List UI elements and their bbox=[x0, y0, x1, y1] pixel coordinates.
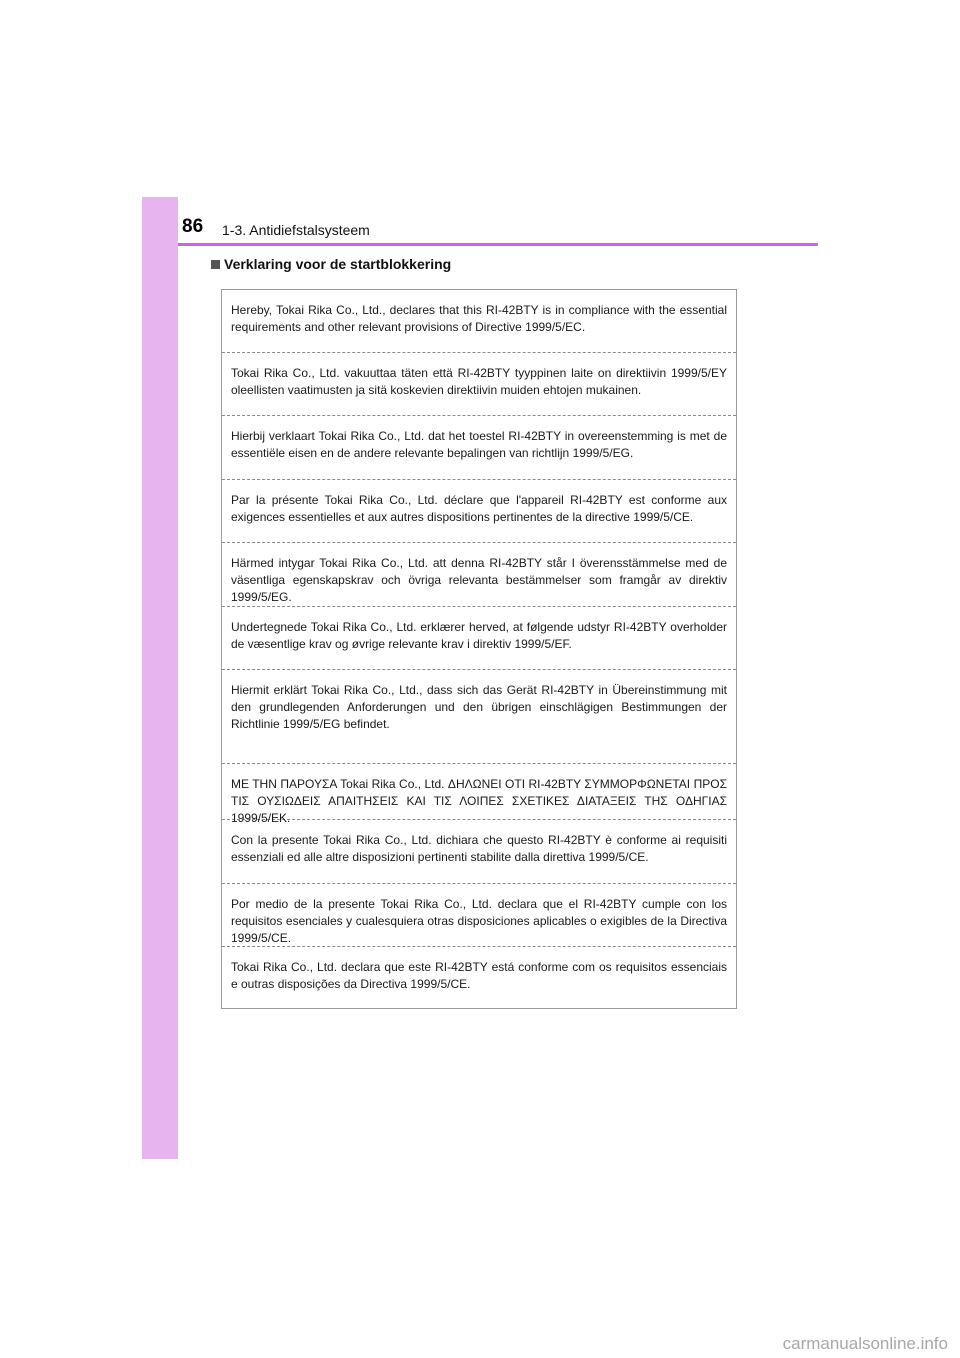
declaration-row-greek bbox=[222, 764, 736, 825]
declaration-heading bbox=[211, 256, 451, 272]
declaration-text: Tokai Rika Co., Ltd. vakuuttaa täten että RI-42BTY tyyppinen laite on direktiivin 1999/5/EY oleellisten vaatimusten ja sitä koskevien direktiivin muiden ehtojen mukainen. bbox=[231, 366, 727, 397]
square-bullet-icon bbox=[211, 260, 220, 269]
declaration-row-portuguese bbox=[222, 947, 736, 1008]
declaration-text: Par la présente Tokai Rika Co., Ltd. déclare que l'appareil RI-42BTY est conforme aux exigences essentielles et aux autres dispositions pertinentes de la directive 1999/5/CE. bbox=[231, 493, 727, 524]
chapter-side-band bbox=[142, 197, 178, 1159]
declaration-row-italian bbox=[222, 820, 736, 884]
declaration-row-dutch bbox=[222, 416, 736, 480]
declaration-text: Tokai Rika Co., Ltd. declara que este RI-42BTY está conforme com os requisitos essenciais e outras disposições da Directiva 1999/5/CE. bbox=[231, 960, 727, 991]
declaration-row-finnish bbox=[222, 353, 736, 416]
declaration-text: Hierbij verklaart Tokai Rika Co., Ltd. dat het toestel RI-42BTY in overeenstemming is met de essentiële eisen en de andere relevante bepalingen van richtlijn 1999/5/EG. bbox=[231, 429, 727, 460]
declaration-text: Härmed intygar Tokai Rika Co., Ltd. att denna RI-42BTY står I överensstämmelse med de väsentliga egenskapskrav och övriga relevanta bestämmelser som framgår av direktiv 1999/5/EG. bbox=[231, 556, 727, 604]
declaration-text: Undertegnede Tokai Rika Co., Ltd. erklærer herved, at følgende udstyr RI-42BTY overholder de væsentlige krav og øvrige relevante krav i direktiv 1999/5/EF. bbox=[231, 620, 727, 651]
declaration-text: Hereby, Tokai Rika Co., Ltd., declares that this RI-42BTY is in compliance with the essential requirements and other relevant provisions of Directive 1999/5/EC. bbox=[231, 303, 727, 334]
declaration-row-english bbox=[222, 290, 736, 353]
watermark: carmanualsonline.info bbox=[782, 1334, 948, 1353]
section-title: 1-3. Antidiefstalsysteem bbox=[222, 222, 370, 238]
declaration-text: Por medio de la presente Tokai Rika Co., Ltd. declara que el RI-42BTY cumple con los requisitos esenciales y cualesquiera otras disposiciones aplicables o exigibles de la Directiva 1999/5/CE. bbox=[231, 897, 727, 945]
declaration-text: Con la presente Tokai Rika Co., Ltd. dichiara che questo RI-42BTY è conforme ai requisiti essenziali ed alle altre disposizioni pertinenti stabilite dalla direttiva 1999/5/CE. bbox=[231, 833, 727, 864]
page-number: 86 bbox=[182, 216, 204, 237]
declaration-text: Hiermit erklärt Tokai Rika Co., Ltd., dass sich das Gerät RI-42BTY in Übereinstimmung mit den grundlegenden Anforderungen und den übrigen einschlägigen Bestimmungen der Richtlinie 1999/5/EG befindet. bbox=[231, 683, 727, 731]
declaration-row-spanish bbox=[222, 884, 736, 947]
declaration-heading-text: Verklaring voor de startblokkering bbox=[224, 256, 452, 272]
declaration-row-french bbox=[222, 480, 736, 543]
declaration-text: ΜΕ ΤΗΝ ΠΑΡΟΥΣΑ Tokai Rika Co., Ltd. ΔΗΛΩΝΕΙ ΟΤΙ RI-42BTY ΣΥΜΜΟΡΦΩΝΕΤΑΙ ΠΡΟΣ ΤΙΣ ΟΥΣΙΩΔΕΙΣ ΑΠΑΙΤΗΣΕΙΣ ΚΑΙ ΤΙΣ ΛΟΙΠΕΣ ΣΧΕΤΙΚΕΣ ΔΙΑΤΑΞΕΙΣ ΤΗΣ ΟΔΗΓΙΑΣ 1999/5/ΕΚ. bbox=[231, 777, 727, 825]
declaration-row-swedish bbox=[222, 543, 736, 607]
header-divider bbox=[178, 243, 818, 246]
declaration-box bbox=[221, 289, 737, 1009]
declaration-row-danish bbox=[222, 607, 736, 670]
declaration-row-german bbox=[222, 670, 736, 764]
